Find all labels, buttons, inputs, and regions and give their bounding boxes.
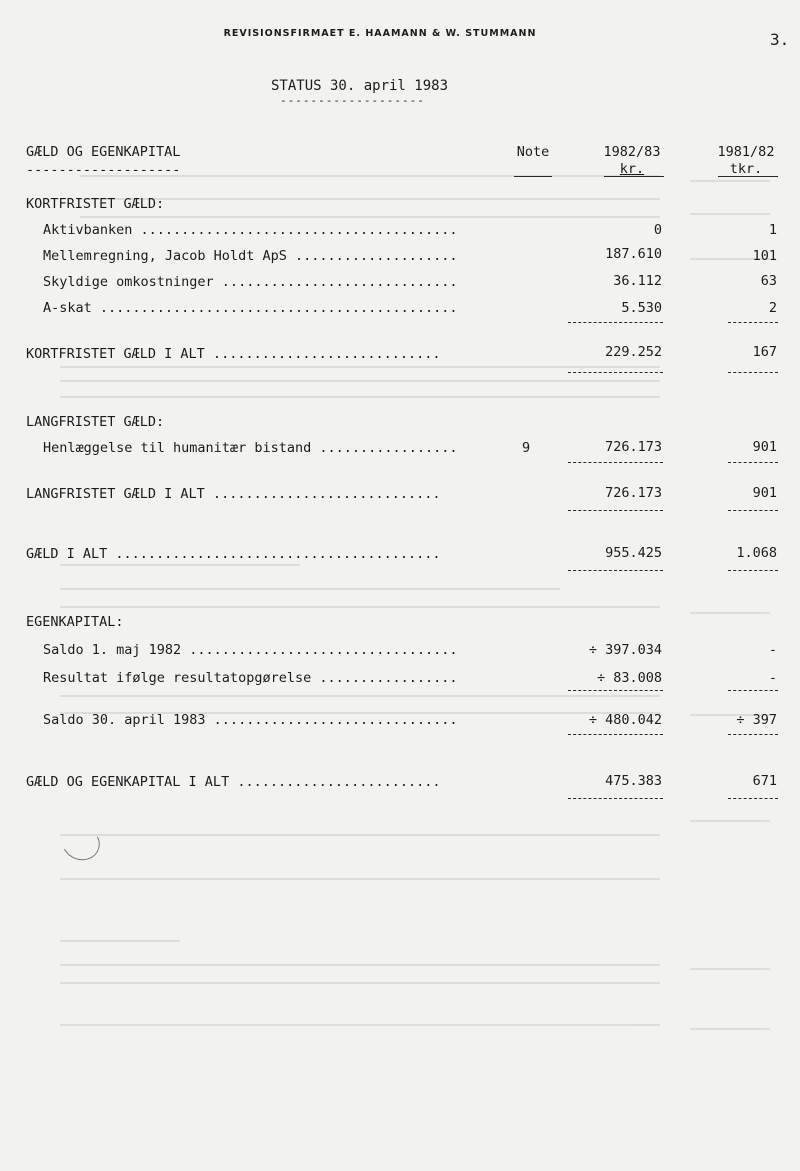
- subtotal-rule-current: [568, 462, 663, 463]
- row-label-a-skat: A-skat ............................................: [43, 300, 458, 316]
- document-title: STATUS 30. april 1983: [271, 78, 449, 94]
- grand-total-current: 475.383: [605, 773, 662, 789]
- debt-total-label: GÆLD I ALT ........................................: [26, 546, 441, 562]
- total-rule-prior: [728, 372, 778, 373]
- row-current-mellemregning: 187.610: [605, 246, 662, 262]
- total-rule-current: [568, 570, 663, 571]
- long-term-total-label: LANGFRISTET GÆLD I ALT ............................: [26, 486, 441, 502]
- row-current-a-skat: 5.530: [621, 300, 662, 316]
- row-prior-aktivbanken: 1: [768, 222, 777, 238]
- title-underline: -------------------: [280, 94, 425, 107]
- total-rule-current: [568, 372, 663, 373]
- subtotal-rule-prior: [728, 690, 778, 691]
- total-rule-prior: [728, 510, 778, 511]
- row-prior-skyldige-omkostninger: 63: [760, 273, 777, 289]
- note-column-header: Note: [516, 144, 550, 160]
- grand-total-label: GÆLD OG EGENKAPITAL I ALT .........................: [26, 774, 441, 790]
- short-term-total-prior: 167: [752, 344, 777, 360]
- row-label-saldo-30-april: Saldo 30. april 1983 ..............................: [43, 712, 458, 728]
- subtotal-rule-current: [568, 322, 663, 323]
- current-unit-header: kr.: [619, 161, 645, 177]
- row-label-skyldige-omkostninger: Skyldige omkostninger .............................: [43, 274, 458, 290]
- long-term-heading: LANGFRISTET GÆLD:: [26, 414, 165, 430]
- total-rule-prior: [728, 798, 778, 799]
- row-prior-resultat: -: [768, 670, 777, 686]
- row-prior-saldo-30-april: ÷ 397: [736, 712, 777, 728]
- row-note-henlaeggelse: 9: [522, 440, 531, 456]
- short-term-heading: KORTFRISTET GÆLD:: [26, 196, 165, 212]
- subtotal-rule-current: [568, 690, 663, 691]
- row-prior-saldo-1-maj: -: [768, 642, 777, 658]
- row-current-saldo-1-maj: ÷ 397.034: [588, 642, 662, 658]
- equity-heading: EGENKAPITAL:: [26, 614, 124, 630]
- prior-header-rule: [718, 176, 778, 177]
- row-current-resultat: ÷ 83.008: [596, 670, 662, 686]
- row-prior-a-skat: 2: [768, 300, 777, 316]
- stray-pen-mark: [57, 821, 104, 866]
- subtotal-rule-prior: [728, 462, 778, 463]
- row-current-saldo-30-april: ÷ 480.042: [588, 712, 662, 728]
- row-current-aktivbanken: 0: [653, 222, 662, 238]
- firm-letterhead: REVISIONSFIRMAET E. HAAMANN & W. STUMMANN: [223, 28, 537, 39]
- row-label-resultat: Resultat ifølge resultatopgørelse .................: [43, 670, 458, 686]
- row-prior-henlaeggelse: 901: [752, 439, 777, 455]
- short-term-total-current: 229.252: [605, 344, 662, 360]
- section-heading-underline: -------------------: [26, 162, 181, 178]
- row-label-aktivbanken: Aktivbanken .......................................: [43, 222, 458, 238]
- section-heading: GÆLD OG EGENKAPITAL: [26, 144, 181, 160]
- prior-year-header: 1981/82: [717, 144, 775, 160]
- current-header-rule: [604, 176, 664, 177]
- total-rule-current: [568, 798, 663, 799]
- row-label-henlaeggelse: Henlæggelse til humanitær bistand .................: [43, 440, 458, 456]
- grand-total-prior: 671: [752, 773, 777, 789]
- row-label-mellemregning: Mellemregning, Jacob Holdt ApS ....................: [43, 248, 458, 264]
- subtotal-rule-prior: [728, 322, 778, 323]
- long-term-total-current: 726.173: [605, 485, 662, 501]
- current-year-header: 1982/83: [603, 144, 661, 160]
- note-header-rule: [514, 176, 552, 177]
- row-label-saldo-1-maj: Saldo 1. maj 1982 .................................: [43, 642, 458, 658]
- page-number: 3.: [770, 30, 790, 49]
- total-rule-current: [568, 510, 663, 511]
- prior-unit-header: tkr.: [729, 161, 763, 177]
- debt-total-current: 955.425: [605, 545, 662, 561]
- total-rule-current: [568, 734, 663, 735]
- long-term-total-prior: 901: [752, 485, 777, 501]
- row-current-henlaeggelse: 726.173: [605, 439, 662, 455]
- total-rule-prior: [728, 570, 778, 571]
- debt-total-prior: 1.068: [736, 545, 777, 561]
- row-prior-mellemregning: 101: [752, 248, 777, 264]
- short-term-total-label: KORTFRISTET GÆLD I ALT ............................: [26, 346, 441, 362]
- total-rule-prior: [728, 734, 778, 735]
- row-current-skyldige-omkostninger: 36.112: [613, 273, 662, 289]
